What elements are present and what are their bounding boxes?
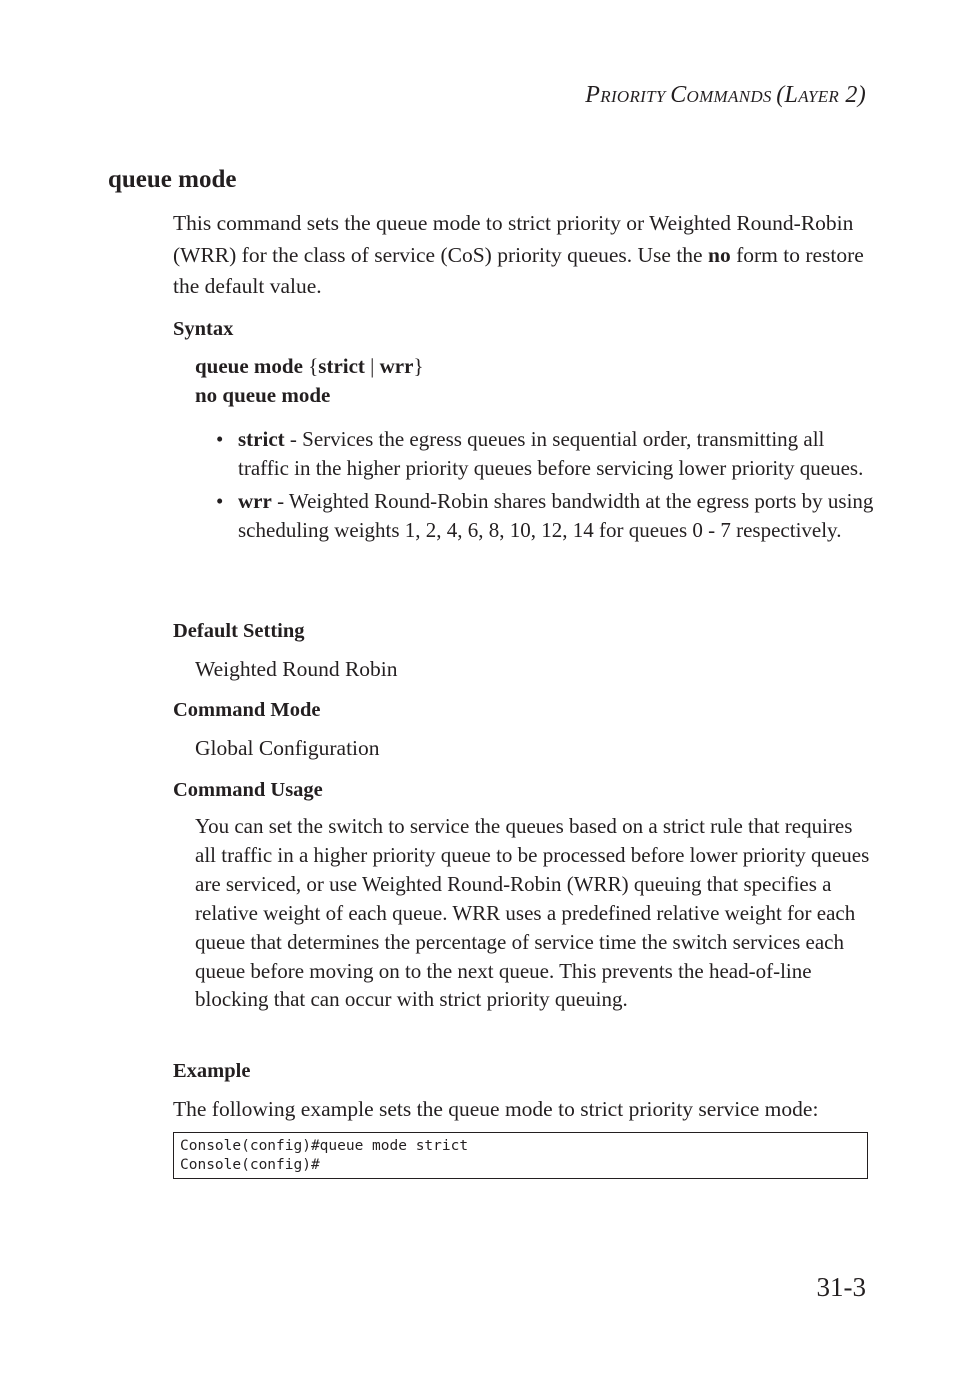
running-header-part: OMMANDS (686, 87, 777, 106)
intro-text-start: This command sets the queue mode to strict priority or Weighted Round-Robin (WRR) for the class of service (CoS) priority queues. Use the (173, 211, 854, 267)
intro-text-end: form to restore the default value. (173, 242, 864, 298)
syntax-command: queue mode (195, 354, 303, 378)
option-term: wrr (238, 489, 272, 513)
command-mode-heading: Command Mode (173, 699, 321, 721)
default-setting-value: Weighted Round Robin (195, 657, 398, 681)
running-header (585, 82, 866, 109)
list-item (216, 487, 876, 545)
syntax-options-list (216, 425, 876, 549)
syntax-option-strict: strict (318, 354, 365, 378)
example-intro: The following example sets the queue mode to strict priority service mode: (173, 1097, 819, 1121)
code-line: Console(config)#queue mode strict (180, 1138, 469, 1154)
running-header-part: C (670, 82, 687, 108)
syntax-brace-close: } (413, 354, 424, 378)
example-heading: Example (173, 1060, 251, 1082)
page-number: 31-3 (816, 1272, 866, 1302)
running-header-part: RIORITY (600, 87, 671, 106)
bullet-icon: • (216, 427, 224, 451)
default-setting-heading: Default Setting (173, 620, 305, 642)
list-item (216, 425, 876, 483)
syntax-separator: | (370, 354, 375, 378)
intro-paragraph (173, 208, 873, 303)
command-usage-heading: Command Usage (173, 779, 323, 801)
option-description: - Weighted Round-Robin shares bandwidth at the egress ports by using scheduling weights 1, 2, 4, 6, 8, 10, 12, 14 for queues 0 - 7 respectively. (238, 489, 874, 542)
syntax-line-2: no queue mode (195, 383, 331, 407)
option-term: strict (238, 427, 285, 451)
syntax-block (195, 352, 424, 410)
option-description: - Services the egress queues in sequential order, transmitting all traffic in the higher priority queues before servicing lower priority queues. (238, 427, 864, 480)
code-example (173, 1132, 868, 1179)
running-header-part: 2) (839, 82, 866, 108)
bullet-icon: • (216, 489, 224, 513)
running-header-part: (L (776, 82, 799, 108)
syntax-heading: Syntax (173, 318, 234, 340)
command-usage-paragraph: You can set the switch to service the queues based on a strict rule that requires all traffic in a higher priority queue to be processed before lower priority queues are serviced, or use Weighted Round-Robin (WRR) queuing that specifies a relative weight of each queue. WRR uses a predefined relative weight for each queue that determines the percentage of service time the switch services each queue before moving on to the next queue. This prevents the head-of-line blocking that can occur with strict priority queuing. (195, 814, 870, 1012)
syntax-line-1 (195, 352, 424, 381)
command-mode-value: Global Configuration (195, 736, 380, 760)
intro-bold-keyword: no (707, 242, 731, 267)
code-line: Console(config)# (180, 1157, 320, 1173)
running-header-part: P (585, 82, 601, 108)
syntax-option-wrr: wrr (379, 354, 414, 378)
running-header-part: AYER (798, 87, 840, 106)
command-usage-body (195, 812, 875, 1014)
syntax-brace-open: { (308, 354, 319, 378)
section-title: queue mode (108, 166, 237, 193)
section-intro (173, 208, 873, 303)
